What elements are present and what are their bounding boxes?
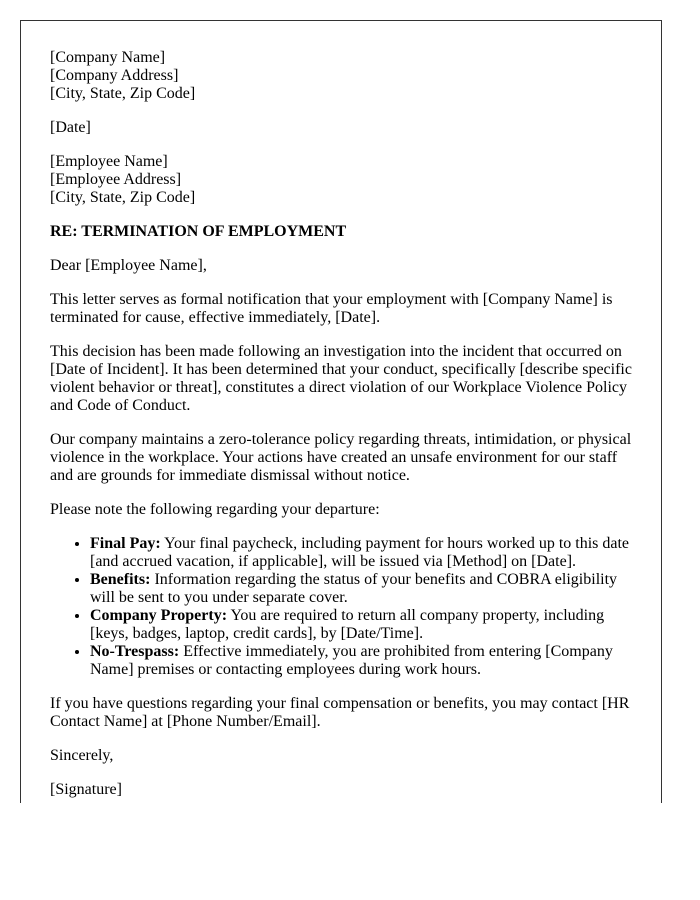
list-item-benefits: [90, 571, 632, 607]
paragraph-policy: Our company maintains a zero-tolerance policy regarding threats, intimidation, or physical violence in the workplace. Your actions have created an unsafe environment for our staff and are grounds for immediate dismissal without notice.: [50, 431, 632, 484]
paragraph-contact: If you have questions regarding your final compensation or benefits, you may contact [HR Contact Name] at [Phone Number/Email].: [50, 695, 630, 730]
recipient-city-state-zip: [City, State, Zip Code]: [50, 189, 196, 206]
list-item-text: Your final paycheck, including payment for hours worked up to this date [and accrued vacation, if applicable], will be issued via [Method] on [Date].: [90, 535, 630, 570]
recipient-employee-address: [Employee Address]: [50, 171, 182, 188]
list-item-text: Effective immediately, you are prohibited from entering [Company Name] premises or contacting employees during work hours.: [90, 643, 613, 678]
sender-company-address: [Company Address]: [50, 67, 179, 84]
recipient-employee-name: [Employee Name]: [50, 153, 168, 170]
closing: Sincerely,: [50, 747, 114, 764]
salutation: Dear [Employee Name],: [50, 257, 207, 274]
subject-line: RE: TERMINATION OF EMPLOYMENT: [50, 223, 347, 240]
paragraph-notification: This letter serves as formal notification that your employment with [Company Name] is terminated for cause, effective immediately, [Date].: [50, 291, 613, 326]
recipient-address-block: [50, 153, 632, 207]
letter-date: [Date]: [50, 119, 91, 136]
sender-city-state-zip: [City, State, Zip Code]: [50, 85, 196, 102]
list-item-label: No-Trespass:: [90, 643, 180, 660]
departure-list: [50, 535, 632, 679]
list-item-no-trespass: [90, 643, 632, 679]
list-item-final-pay: [90, 535, 632, 571]
list-item-company-property: [90, 607, 632, 643]
sender-address-block: [50, 49, 632, 103]
list-item-text: You are required to return all company property, including [keys, badges, laptop, credit cards], by [Date/Time].: [90, 607, 605, 642]
list-item-label: Final Pay:: [90, 535, 161, 552]
list-item-text: Information regarding the status of your benefits and COBRA eligibility will be sent to you under separate cover.: [90, 571, 618, 606]
list-item-label: Company Property:: [90, 607, 228, 624]
letter-page: [20, 20, 662, 803]
paragraph-investigation: This decision has been made following an investigation into the incident that occurred on [Date of Incident]. It has been determined that your conduct, specifically [describe specific violent behavior or threat], constitutes a direct violation of our Workplace Violence Policy and Code of Conduct.: [50, 343, 632, 414]
sender-company-name: [Company Name]: [50, 49, 166, 66]
signature: [Signature]: [50, 781, 122, 798]
paragraph-departure-intro: Please note the following regarding your departure:: [50, 501, 380, 518]
list-item-label: Benefits:: [90, 571, 151, 588]
